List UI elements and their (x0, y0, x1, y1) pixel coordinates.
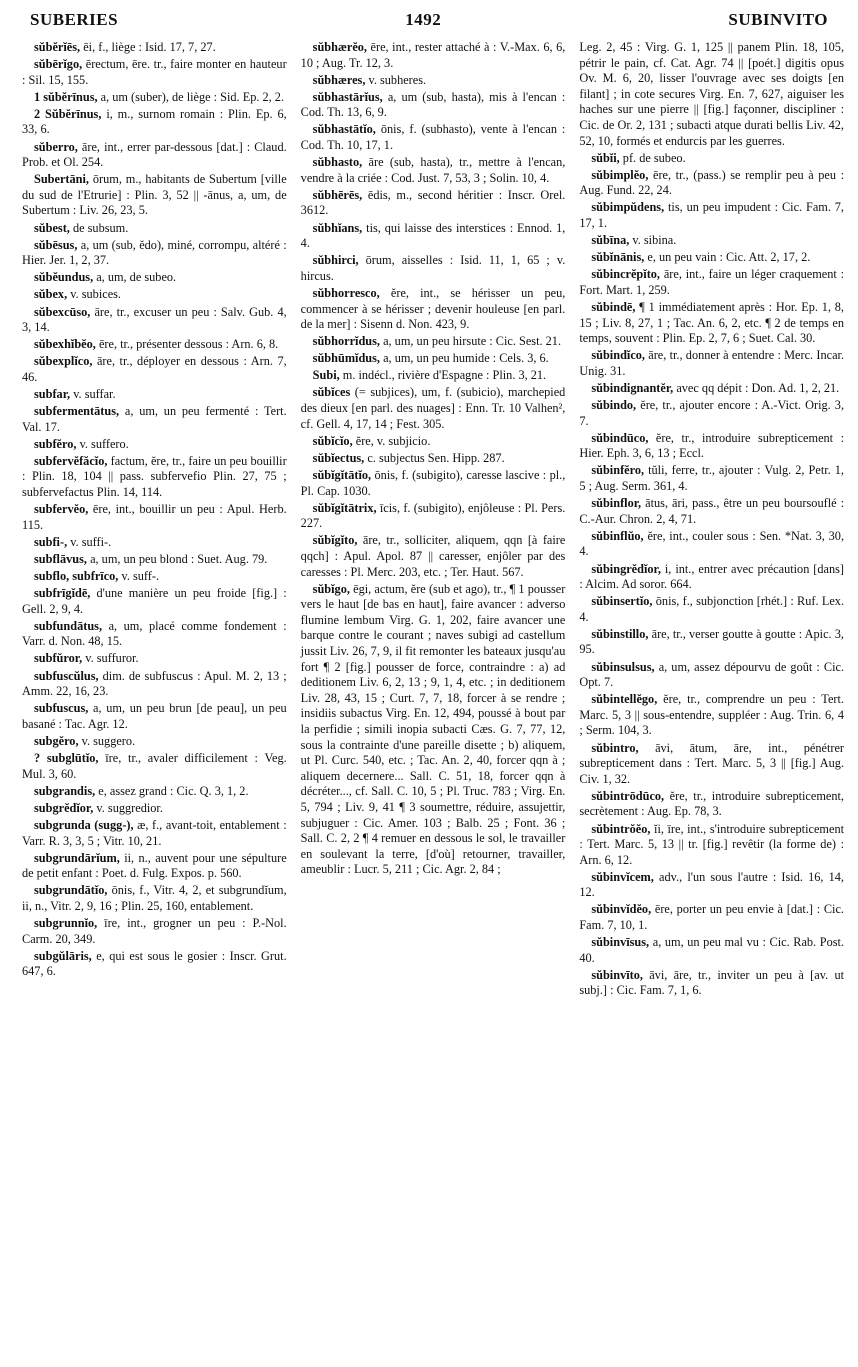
definition: v. suffuror. (85, 651, 139, 666)
dictionary-entry (22, 801, 287, 817)
definition: a, um, assez dépourvu de goût : Cic. Opt. 7. (579, 659, 845, 690)
headword: sŭbĭgĭto, (312, 533, 358, 548)
definition: ēre, int., rester attaché à : V.-Max. 6, 6, 10 ; Aug. Tr. 12, 3. (300, 40, 566, 70)
definition: ēre, tr., présenter dessous : Arn. 6, 8. (98, 337, 279, 352)
dictionary-entry (301, 351, 566, 367)
headword: sŭbintrŏĕo, (591, 821, 651, 836)
headword: sŭbimplĕo, (591, 167, 649, 182)
definition: m. indécl., rivière d'Espagne : Plin. 3, 21. (342, 368, 547, 383)
definition: e, qui est sous le gosier : Inscr. Grut. 647, 6. (22, 948, 287, 979)
dictionary-entry (579, 348, 844, 379)
dictionary-entry (301, 385, 566, 432)
dictionary-entry (301, 221, 566, 252)
definition: a, um, un peu blond : Suet. Aug. 79. (90, 551, 268, 566)
dictionary-entry (579, 463, 844, 494)
definition: ¶ 1 immédiatement après : Hor. Ep. 1, 8, 15 ; Liv. 8, 27, 1 ; Tac. An. 6, 2, etc. ¶ 2 de temps en temps, souvent : Plin. Ep. 2, 7, 6 ; Suet. Cal. 30. (579, 300, 845, 346)
definition: a, um, un peu brun [de peau], un peu basané : Tac. Agr. 12. (22, 701, 287, 731)
definition: v. suffar. (73, 386, 116, 401)
dictionary-entry (301, 122, 566, 153)
definition: āre, int., faire un léger craquement : Fort. Mart. 1, 259. (579, 267, 845, 297)
definition: ōnis, f. (subigito), caresse lascive : pl., Pl. Cap. 1030. (300, 467, 566, 498)
definition: e, assez grand : Cic. Q. 3, 1, 2. (98, 783, 249, 798)
headword: sŭbexhĭbĕo, (34, 337, 96, 352)
headword: subgrundārĭum, (34, 850, 120, 865)
headword: sŭbĭnānis, (591, 250, 645, 265)
headword: sŭberro, (34, 139, 78, 154)
dictionary-entry (22, 552, 287, 568)
headword: subfi-, (34, 534, 68, 549)
headword: subfŭror, (34, 651, 83, 666)
definition: ērectum, ēre. tr., faire monter en hauteur : Sil. 15, 155. (22, 57, 287, 87)
definition: avec qq dépit : Don. Ad. 1, 2, 21. (676, 380, 840, 395)
dictionary-entry (579, 935, 844, 966)
dictionary-entry (579, 431, 844, 462)
headword: sŭbex, (34, 287, 68, 302)
dictionary-entry (22, 221, 287, 237)
definition: a, um, placé comme fondement : Varr. d. Non. 48, 15. (22, 618, 287, 649)
headword: sŭbhĭans, (312, 220, 363, 235)
dictionary-entry (579, 267, 844, 298)
headword: 2 Sŭbĕrīnus, (34, 106, 102, 121)
definition: v. suffi-. (70, 534, 112, 549)
headword: sŭbinstillo, (591, 626, 649, 641)
definition: pf. de subeo. (622, 150, 686, 165)
definition: i, int., entrer avec précaution [dans] : Alcim. Ad soror. 664. (579, 561, 845, 592)
headword: subfuscŭlus, (34, 668, 99, 683)
definition: a, um, un peu hirsute : Cic. Sest. 21. (383, 334, 562, 349)
headword: subgrunda (sugg-), (34, 817, 134, 832)
headword: sŭbhūmĭdus, (312, 351, 381, 366)
headword: sŭbēsus, (34, 237, 78, 252)
definition: v. suggredior. (96, 800, 163, 815)
headword: subfrīgĭdē, (34, 586, 91, 601)
definition: ōnis, f., subjonction [rhét.] : Ruf. Lex. 4. (579, 594, 845, 624)
headword: sŭbhastātĭo, (312, 122, 376, 137)
definition: ĕre, tr., introduire subrepticement, secrètement : Aug. Ep. 78, 3. (579, 788, 845, 819)
dictionary-entry (22, 172, 287, 219)
dictionary-entry (301, 451, 566, 467)
headword: Subertāni, (34, 172, 90, 187)
definition: a, um, un peu fermenté : Tert. Val. 17. (22, 404, 287, 434)
dictionary-entry (579, 233, 844, 249)
dictionary-entry (579, 151, 844, 167)
definition: āre, int., errer par-dessous [dat.] : Claud. Prob. et Ol. 254. (22, 139, 287, 170)
definition: ĕre, int., se hérisser un peu, commencer à se hérisser ; devenir houleuse [en parl. de la mer] : Sisenn d. Non. 423, 9. (300, 285, 566, 332)
dictionary-entry (22, 287, 287, 303)
definition: ōnis, f. (subhasto), vente à l'encan : Cod. Th. 10, 17, 1. (300, 122, 566, 153)
dictionary-entry (22, 535, 287, 551)
headword: sŭbhorrĭdus, (312, 334, 380, 349)
dictionary-entry (579, 496, 844, 527)
page-header (22, 10, 844, 36)
headword: sŭbĭi, (591, 150, 620, 165)
column-2 (301, 40, 566, 1001)
definition: a, um (sub, hasta), mis à l'encan : Cod. Th. 13, 6, 9. (300, 89, 566, 120)
headword: subgrĕdĭor, (34, 800, 94, 815)
dictionary-entry (301, 501, 566, 532)
dictionary-entry (301, 188, 566, 219)
dictionary-entry (22, 751, 287, 782)
headword: sŭbīna, (591, 233, 630, 248)
headword: sŭbincrĕpĭto, (591, 267, 661, 282)
headword: sŭbĭgĭtātĭo, (312, 467, 372, 482)
definition: v. suff-. (121, 569, 160, 583)
dictionary-entry (22, 502, 287, 533)
definition: dim. de subfuscus : Apul. M. 2, 13 ; Amm. 22, 16, 23. (22, 668, 287, 699)
definition: āre, tr., verser goutte à goutte : Apic. 3, 95. (579, 626, 845, 657)
dictionary-entry (22, 734, 287, 750)
dictionary-entry (579, 627, 844, 658)
headword: sŭbexplĭco, (34, 354, 93, 369)
headword: sŭbindĭco, (591, 348, 645, 363)
dictionary-entry (22, 883, 287, 914)
header-left-guideword: SUBERIES (30, 10, 119, 29)
definition: v. suggero. (81, 733, 136, 748)
dictionary-entry (579, 741, 844, 788)
definition: āre, tr., solliciter, aliquem, qqn [à faire qqch] : Apul. Apol. 87 || caresser, enjôler par des caresses : Pl. Merc. 203, etc. ; Ter. Haut. 567. (300, 533, 566, 579)
definition: de subsum. (72, 220, 129, 235)
definition: āre, tr., déployer en dessous : Arn. 7, 46. (22, 354, 287, 384)
dictionary-entry (579, 660, 844, 691)
definition: æ, f., avant-toit, entablement : Varr. R. 3, 3, 5 ; Vitr. 10, 21. (22, 817, 287, 848)
dictionary-entry (301, 368, 566, 384)
dictionary-entry (22, 107, 287, 138)
definition: īcis, f. (subigito), enjôleuse : Pl. Pers. 227. (300, 500, 566, 531)
definition: ēi, f., liège : Isid. 17, 7, 27. (83, 40, 216, 54)
headword: sŭbinvĭcem, (591, 869, 654, 884)
definition: ātus, āri, pass., être un peu boursouflé : C.-Aur. Chron. 2, 4, 71. (579, 496, 845, 526)
headword: sŭbinflŭo, (591, 528, 644, 543)
headword: subfuscus, (34, 701, 89, 716)
headword: subfundātus, (34, 618, 103, 633)
definition: ĕre, tr., ajouter encore : A.-Vict. Orig. 3, 7. (579, 398, 845, 428)
dictionary-entry (301, 253, 566, 284)
headword: subgĕro, (34, 733, 79, 748)
definition: e, un peu vain : Cic. Att. 2, 17, 2. (647, 250, 811, 265)
headword: sŭbĭces (312, 385, 351, 400)
headword: subfervĕo, (34, 502, 89, 517)
dictionary-entry (22, 238, 287, 269)
definition: i, m., surnom romain : Plin. Ep. 6, 33, 6. (22, 106, 287, 137)
headword: sŭbĕundus, (34, 270, 94, 285)
dictionary-entry (301, 468, 566, 499)
dictionary-entry (22, 949, 287, 980)
dictionary-entry (22, 586, 287, 617)
dictionary-entry (579, 968, 844, 999)
headword: sŭbinvīto, (591, 967, 643, 982)
dictionary-entry (22, 454, 287, 501)
definition: d'une manière un peu froide [fig.] : Gell. 2, 9, 4. (22, 586, 287, 616)
headword: sŭbhorresco, (312, 285, 380, 300)
headword: sŭbhæres, (312, 72, 366, 87)
definition: āre (sub, hasta), tr., mettre à l'encan, vendre à la criée : Cod. Just. 7, 53, 3 ; Solin. 10, 4. (300, 155, 566, 185)
definition: v. suffero. (79, 436, 129, 451)
definition: ēgi, actum, ĕre (sub et ago), tr., ¶ 1 pousser vers le haut [de bas en haut], faire avancer : adverso flumine lembum Virg. G. 1, 202, faire avancer une barque contre le courant ; naves subigi ad castellum jussit Liv. 26, 7, 9, il fit remonter les bateaux jusqu'au fort ¶ 2 [fig.] pousser de force, contraindre : a) ad deditionem Liv. 6, 2, 13 ; 9, 1, 4, etc. ; in deditionem Liv. 28, 43, 15 ; Curt. 7, 7, 18, forcer à se rendre ; insidiis subactus Virg. En. 12, 494, poussé à bout par la perfidie ; simili inopia subacti Cæs. G. 7, 77, 12, sous la contrainte d'une pareille disette ; b) aliquem, ut Pl. Curc. 540, etc. ; Tac. An. 2, 40, forcer qqn à ; aliquem decernere... Sall. C. 51, 18, forcer qqn à décréter..., cf. Sall. C. 10, 5 ; Pl. Truc. 783 ; Virg. En. 5, 794 ; Liv. 9, 41 ¶ 3 soumettre, réduire, assujettir, subjuguer : Cic. Amer. 103 ; Balb. 25 ; Font. 36 ; Sall. C. 2, 2 ¶ 4 remuer en dessous le sol, le travailler en soulevant la terre, [d'où] retourner, travailler, ameublir : Lucr. 5, 211 ; Cic. Agr. 2, 84 ; (300, 581, 566, 877)
headword: subflo, subfrīco, (34, 569, 119, 583)
dictionary-entry (579, 594, 844, 625)
headword: sŭbhastārĭus, (312, 89, 383, 104)
headword: subfĕro, (34, 436, 77, 451)
dictionary-entry (301, 434, 566, 450)
dictionary-entry (301, 533, 566, 580)
headword: sŭbĭcĭo, (312, 433, 353, 448)
dictionary-entry (579, 902, 844, 933)
headword: subfervĕfăcĭo, (34, 453, 108, 468)
definition: tis, qui laisse des interstices : Ennod. 1, 4. (300, 220, 566, 251)
columns (22, 40, 844, 1001)
dictionary-entry (301, 155, 566, 186)
headword: sŭbindē, (591, 300, 636, 314)
headword: sŭbhērēs, (312, 187, 363, 202)
dictionary-entry (301, 40, 566, 71)
dictionary-entry (579, 789, 844, 820)
definition: tis, un peu impudent : Cic. Fam. 7, 17, 1. (579, 200, 845, 231)
headword: Subi, (312, 368, 340, 383)
definition: v. subheres. (368, 72, 427, 87)
definition: a, um (suber), de liège : Sid. Ep. 2, 2. (100, 89, 285, 104)
headword: sŭbexcūso, (34, 304, 91, 319)
dictionary-entry (579, 529, 844, 560)
headword: sŭbinflor, (591, 496, 642, 511)
dictionary-entry (301, 90, 566, 121)
definition: ēre, tr., (pass.) se remplir peu à peu : Aug. Fund. 22, 24. (579, 167, 845, 198)
definition: ēdis, m., second héritier : Inscr. Orel. 3612. (300, 187, 566, 218)
definition: tŭli, ferre, tr., ajouter : Vulg. 2, Petr. 1, 5 ; Aug. Serm. 361, 4. (579, 463, 844, 494)
definition: factum, ĕre, tr., faire un peu bouillir : Plin. 18, 104 || pass. subfervefio Plin. 27, 75 ; subfervefactus Plin. 14, 114. (22, 453, 287, 500)
dictionary-entry (22, 569, 287, 585)
definition: a, um, un peu humide : Cels. 3, 6. (383, 351, 549, 366)
dictionary-entry (22, 305, 287, 336)
definition: a, um (sub, ĕdo), miné, corrompu, altéré : Hier. Jer. 1, 2, 37. (22, 237, 287, 268)
definition: ii, n., auvent pour une sépulture de petit enfant : Poet. d. Fulg. Expos. p. 560. (22, 850, 287, 881)
definition: ĕre, tr., comprendre un peu : Tert. Marc. 5, 3 || sous-entendre, suppléer : Aug. Trin. 6, 4 ; Serm. 104, 3. (579, 692, 845, 738)
dictionary-entry (579, 562, 844, 593)
dictionary-entry (22, 651, 287, 667)
dictionary-entry (22, 619, 287, 650)
headword: sŭbĕrĭēs, (34, 40, 81, 54)
definition: v. subices. (70, 287, 122, 302)
column-3 (579, 40, 844, 1001)
headword: sŭbhirci, (312, 253, 359, 268)
headword: subgŭlāris, (34, 948, 92, 963)
definition: ĕre, tr., introduire subrepticement : Hier. Eph. 3, 6, 13 ; Eccl. (579, 430, 845, 461)
definition: a, um, un peu mal vu : Cic. Rab. Post. 40. (579, 935, 845, 965)
definition: (= subjices), um, f. (subicio), marchepied des dieux [en parl. des nuages] : Enn. Tr. 10 Valhen², cf. Gell. 4, 17, 14 ; Fest. 305. (300, 385, 566, 431)
definition: īre, int., grogner un peu : P.-Nol. Carm. 20, 349. (22, 915, 287, 946)
dictionary-entry (22, 40, 287, 56)
definition: ēre, porter un peu envie à [dat.] : Cic. Fam. 7, 10, 1. (579, 902, 845, 933)
page-number: 1492 (405, 10, 442, 29)
dictionary-entry (579, 250, 844, 266)
dictionary-entry (301, 334, 566, 350)
headword: subgrunnĭo, (34, 915, 98, 930)
dictionary-entry (579, 300, 844, 347)
dictionary-entry (22, 354, 287, 385)
headword: sŭbindūco, (591, 430, 649, 445)
headword: sŭbintrōdūco, (591, 788, 665, 803)
definition: ĭi, īre, int., s'introduire subrepticement : Tert. Marc. 5, 13 || tr. [fig.] revêtir (la forme de) : Arn. 6, 12. (579, 821, 845, 867)
headword: sŭbintellĕgo, (591, 692, 658, 707)
dictionary-entry (22, 437, 287, 453)
headword: sŭbintro, (591, 740, 639, 755)
definition: ōrum, m., habitants de Subertum [ville du sud de l'Etrurie] : Plin. 3, 52 || -ānus, a, um, de Subertum : Liv. 26, 23, 5. (22, 172, 287, 218)
dictionary-entry (301, 582, 566, 878)
headword: sŭbindo, (591, 398, 637, 413)
headword: 1 sŭbĕrīnus, (34, 89, 98, 104)
headword: sŭbingrĕdĭor, (591, 561, 661, 576)
headword: sŭbinfĕro, (591, 463, 645, 478)
definition: īre, tr., avaler difficilement : Veg. Mul. 3, 60. (22, 751, 287, 781)
dictionary-entry (22, 669, 287, 700)
definition: āre, tr., donner à entendre : Merc. Incar. Unig. 31. (579, 348, 845, 378)
definition: v. sibina. (632, 233, 677, 248)
definition: ōrum, aisselles : Isid. 11, 1, 65 ; v. hircus. (300, 253, 566, 283)
dictionary-entry (579, 398, 844, 429)
definition: ĕre, v. subjicio. (355, 433, 431, 448)
dictionary-entry (579, 692, 844, 739)
definition: adv., l'un sous l'autre : Isid. 16, 14, 12. (579, 869, 845, 900)
definition: āvi, āre, tr., inviter un peu à [av. ut subj.] : Cic. Fam. 7, 1, 6. (579, 967, 845, 998)
headword: sŭbest, (34, 220, 70, 235)
headword: sŭbhærĕo, (312, 40, 367, 54)
dictionary-entry (579, 168, 844, 199)
dictionary-entry (579, 870, 844, 901)
definition: Leg. 2, 45 : Virg. G. 1, 125 || panem Plin. 18, 105, pétrir le pain, cf. Cat. Agr. 74 || [poét.] digitis opus Ov. M. 6, 20, lisser l'ouvrage avec ses doigts [en filant] ; in cote secures Virg. En. 7, 627, aiguiser les haches sur une pierre || [fig.] façonner, discipliner : Cic. de Or. 2, 131 ; subacti atque durati bellis Liv. 42, 52, 10, formés et endurcis par les guerres. (579, 40, 845, 148)
dictionary-entry (579, 200, 844, 231)
definition: ōnis, f., Vitr. 4, 2, et subgrundĭum, ii, n., Vitr. 2, 9, 16 ; Plin. 25, 160, entablement. (22, 883, 287, 913)
headword: subgrandis, (34, 783, 96, 798)
headword: subfermentātus, (34, 404, 120, 419)
headword: subflāvus, (34, 551, 87, 566)
dictionary-entry (22, 916, 287, 947)
headword: sŭbĭectus, (312, 450, 365, 465)
headword: subfar, (34, 386, 71, 401)
dictionary-entry (22, 337, 287, 353)
definition: āre, tr., excuser un peu : Salv. Gub. 4, 3, 14. (22, 304, 287, 335)
header-right-guideword: SUBINVITO (728, 10, 828, 29)
dictionary-entry (22, 270, 287, 286)
headword: sŭbinsulsus, (591, 659, 655, 674)
dictionary-entry (22, 851, 287, 882)
definition: a, um, de subeo. (96, 270, 177, 285)
dictionary-entry (22, 404, 287, 435)
dictionary-entry (301, 286, 566, 333)
headword: sŭbinvīsus, (591, 935, 650, 950)
column-1 (22, 40, 287, 1001)
dictionary-entry (579, 381, 844, 397)
headword: sŭbindignantĕr, (591, 380, 674, 395)
headword: sŭbērĭgo, (34, 57, 83, 72)
definition: ĕre, int., couler sous : Sen. *Nat. 3, 30, 4. (579, 528, 845, 559)
dictionary-entry (579, 822, 844, 869)
headword: sŭbhasto, (312, 155, 363, 170)
definition: c. subjectus Sen. Hipp. 287. (367, 450, 505, 465)
dictionary-entry (22, 784, 287, 800)
headword: sŭbimpŭdens, (591, 200, 665, 215)
dictionary-entry (22, 701, 287, 732)
dictionary-entry (22, 90, 287, 106)
headword: sŭbinvĭdĕo, (591, 902, 652, 917)
dictionary-entry (22, 140, 287, 171)
dictionary-entry (301, 73, 566, 89)
headword: sŭbinsertĭo, (591, 594, 653, 609)
headword: subgrundātĭo, (34, 883, 108, 898)
dictionary-entry (22, 387, 287, 403)
definition: āvi, ātum, āre, int., pénétrer subrepticement dans : Tert. Marc. 5, 3 || [fig.] Aug. Civ. 1, 32. (579, 740, 845, 786)
dictionary-entry (22, 818, 287, 849)
headword: sŭbĭgĭtātrix, (312, 500, 377, 515)
dictionary-entry (22, 57, 287, 88)
definition: ēre, int., bouillir un peu : Apul. Herb. 115. (22, 502, 287, 532)
dictionary-entry (579, 40, 844, 149)
headword: ? subglūtĭo, (34, 751, 99, 766)
headword: sŭbĭgo, (312, 581, 350, 596)
